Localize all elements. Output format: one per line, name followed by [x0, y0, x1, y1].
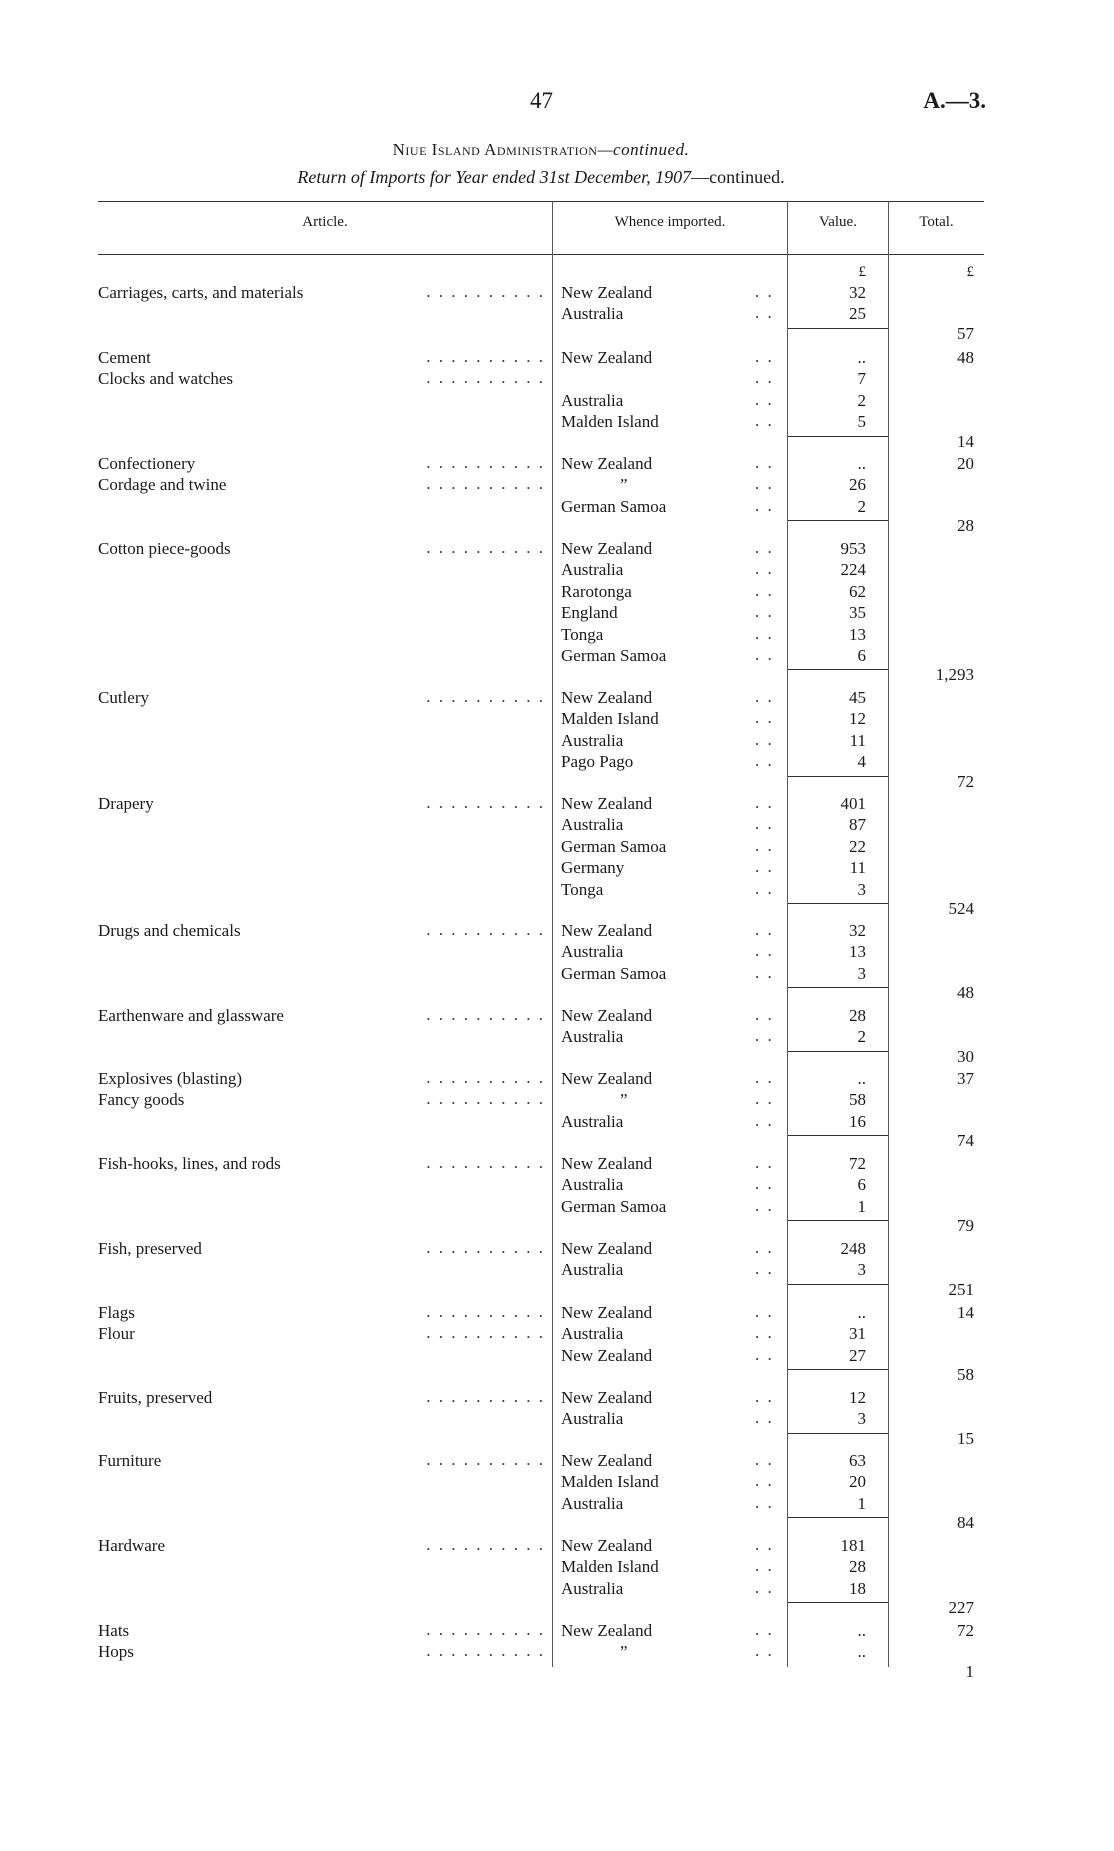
article-name: Hops	[98, 1642, 134, 1661]
leader-dots: . . . . . . . . . .	[426, 1323, 545, 1342]
subtotal-rule	[788, 1517, 888, 1518]
source-place: Malden Island	[561, 709, 659, 728]
value-amount: 13	[849, 625, 866, 644]
whence-leader-dots: . .	[755, 368, 774, 387]
source-place: German Samoa	[561, 646, 667, 665]
leader-dots: . . . . . . . . . .	[426, 1089, 545, 1108]
source-place: German Samoa	[561, 1197, 667, 1216]
source-place: Australia	[561, 731, 624, 750]
leader-dots: . . . . . . . . . .	[426, 1302, 545, 1321]
value-amount: 11	[849, 858, 866, 877]
whence-leader-dots: . .	[755, 687, 774, 706]
page-number: 47	[530, 88, 553, 113]
source-place: Germany	[561, 858, 625, 877]
value-amount: 224	[840, 560, 866, 579]
whence-leader-dots: . .	[755, 879, 774, 898]
value-currency-symbol: £	[858, 264, 866, 280]
source-place: New Zealand	[561, 1239, 653, 1258]
article-name: Cutlery	[98, 688, 149, 707]
value-amount: 28	[849, 1006, 866, 1025]
whence-leader-dots: . .	[755, 1153, 774, 1172]
group-total: 251	[948, 1280, 974, 1299]
article-name: Fish, preserved	[98, 1239, 202, 1258]
article-name: Hardware	[98, 1536, 166, 1555]
leader-dots: . . . . . . . . . .	[426, 687, 545, 706]
article-name: Furniture	[98, 1451, 162, 1470]
whence-leader-dots: . .	[755, 1068, 774, 1087]
whence-leader-dots: . .	[755, 963, 774, 982]
article-name: Fish-hooks, lines, and rods	[98, 1154, 281, 1173]
whence-leader-dots: . .	[755, 1174, 774, 1193]
leader-dots: . . . . . . . . . .	[426, 347, 545, 366]
group-total: 72	[957, 772, 974, 791]
value-amount: 181	[840, 1536, 866, 1555]
leader-dots: . . . . . . . . . .	[426, 368, 545, 387]
subtitle-suffix: —continued.	[691, 167, 785, 187]
document-reference: A.—3.	[923, 88, 986, 113]
source-place: Australia	[561, 560, 624, 579]
value-amount: 32	[849, 921, 866, 940]
value-amount: 72	[849, 1154, 866, 1173]
leader-dots: . . . . . . . . . .	[426, 1153, 545, 1172]
leader-dots: . . . . . . . . . .	[426, 920, 545, 939]
group-total: 14	[957, 1303, 974, 1322]
article-name: Drugs and chemicals	[98, 921, 241, 940]
page-heading	[0, 140, 1082, 160]
value-amount: 3	[857, 1409, 866, 1428]
value-amount: 2	[857, 497, 866, 516]
source-place: Australia	[561, 304, 624, 323]
whence-leader-dots: . .	[755, 1089, 774, 1108]
value-amount: ..	[857, 1621, 866, 1640]
article-name: Carriages, carts, and materials	[98, 283, 304, 302]
source-place: New Zealand	[561, 794, 653, 813]
group-total: 1,293	[935, 665, 974, 684]
value-amount: 31	[849, 1324, 866, 1343]
whence-leader-dots: . .	[755, 1026, 774, 1045]
subtotal-rule	[788, 1433, 888, 1434]
value-amount: 401	[840, 794, 866, 813]
value-amount: 16	[849, 1112, 866, 1131]
source-place: New Zealand	[561, 1346, 653, 1365]
group-total: 58	[957, 1365, 974, 1384]
whence-leader-dots: . .	[755, 730, 774, 749]
column-rule-whence	[552, 201, 553, 1667]
whence-leader-dots: . .	[755, 708, 774, 727]
column-header-whence: Whence imported.	[614, 214, 726, 230]
value-amount: 2	[857, 1027, 866, 1046]
group-total: 72	[957, 1621, 974, 1640]
value-amount: 1	[857, 1494, 866, 1513]
value-amount: ..	[857, 348, 866, 367]
value-amount: 3	[857, 880, 866, 899]
group-total: 57	[957, 324, 974, 343]
source-place: Tonga	[561, 880, 604, 899]
value-amount: 18	[849, 1579, 866, 1598]
whence-leader-dots: . .	[755, 474, 774, 493]
whence-leader-dots: . .	[755, 390, 774, 409]
heading-text: Niue Island Administration	[392, 140, 598, 159]
leader-dots: . . . . . . . . . .	[426, 1238, 545, 1257]
subtotal-rule	[788, 1135, 888, 1136]
value-amount: 62	[849, 582, 866, 601]
value-amount: 953	[840, 539, 866, 558]
whence-leader-dots: . .	[755, 1408, 774, 1427]
group-total: 48	[957, 348, 974, 367]
group-total: 20	[957, 454, 974, 473]
subtotal-rule	[788, 1051, 888, 1052]
column-header-article: Article.	[302, 214, 348, 230]
leader-dots: . . . . . . . . . .	[426, 1005, 545, 1024]
source-place: New Zealand	[561, 1621, 653, 1640]
group-total: 79	[957, 1216, 974, 1235]
column-header-value: Value.	[819, 214, 857, 230]
value-amount: ..	[857, 1303, 866, 1322]
value-amount: 32	[849, 283, 866, 302]
leader-dots: . . . . . . . . . .	[426, 538, 545, 557]
whence-leader-dots: . .	[755, 1196, 774, 1215]
subtotal-rule	[788, 776, 888, 777]
whence-leader-dots: . .	[755, 1302, 774, 1321]
value-amount: 12	[849, 709, 866, 728]
whence-leader-dots: . .	[755, 303, 774, 322]
whence-leader-dots: . .	[755, 347, 774, 366]
whence-leader-dots: . .	[755, 1238, 774, 1257]
whence-leader-dots: . .	[755, 1323, 774, 1342]
group-total: 14	[957, 432, 974, 451]
subtotal-rule	[788, 1220, 888, 1221]
whence-leader-dots: . .	[755, 793, 774, 812]
source-place: Australia	[561, 1175, 624, 1194]
value-amount: 22	[849, 837, 866, 856]
whence-leader-dots: . .	[755, 857, 774, 876]
leader-dots: . . . . . . . . . .	[426, 1641, 545, 1660]
leader-dots: . . . . . . . . . .	[426, 1387, 545, 1406]
article-name: Flags	[98, 1303, 135, 1322]
leader-dots: . . . . . . . . . .	[426, 282, 545, 301]
source-place: Australia	[561, 815, 624, 834]
source-place: Australia	[561, 391, 624, 410]
whence-leader-dots: . .	[755, 411, 774, 430]
value-amount: 87	[849, 815, 866, 834]
source-place: Pago Pago	[561, 752, 634, 771]
source-place: New Zealand	[561, 283, 653, 302]
subtotal-rule	[788, 903, 888, 904]
value-amount: 3	[857, 964, 866, 983]
value-amount: 45	[849, 688, 866, 707]
value-amount: 4	[857, 752, 866, 771]
subtotal-rule	[788, 520, 888, 521]
whence-leader-dots: . .	[755, 496, 774, 515]
source-place: Malden Island	[561, 1557, 659, 1576]
leader-dots: . . . . . . . . . .	[426, 1620, 545, 1639]
whence-leader-dots: . .	[755, 581, 774, 600]
source-place: New Zealand	[561, 1303, 653, 1322]
value-amount: ..	[857, 1642, 866, 1661]
whence-leader-dots: . .	[755, 1345, 774, 1364]
table-top-rule	[98, 201, 984, 202]
value-amount: 248	[840, 1239, 866, 1258]
whence-leader-dots: . .	[755, 1556, 774, 1575]
value-amount: 63	[849, 1451, 866, 1470]
source-place: New Zealand	[561, 1536, 653, 1555]
subtotal-rule	[788, 1602, 888, 1603]
whence-leader-dots: . .	[755, 602, 774, 621]
article-name: Fancy goods	[98, 1090, 185, 1109]
subtotal-rule	[788, 436, 888, 437]
source-place: ”	[620, 475, 628, 494]
article-name: Clocks and watches	[98, 369, 234, 388]
value-amount: 11	[849, 731, 866, 750]
group-total: 1	[965, 1662, 974, 1681]
source-place: Malden Island	[561, 1472, 659, 1491]
article-name: Fruits, preserved	[98, 1388, 213, 1407]
value-amount: 26	[849, 475, 866, 494]
source-place: German Samoa	[561, 837, 667, 856]
source-place: New Zealand	[561, 1069, 653, 1088]
whence-leader-dots: . .	[755, 1471, 774, 1490]
value-amount: 28	[849, 1557, 866, 1576]
article-name: Cordage and twine	[98, 475, 227, 494]
group-total: 84	[957, 1513, 974, 1532]
source-place: New Zealand	[561, 454, 653, 473]
source-place: New Zealand	[561, 539, 653, 558]
value-amount: 3	[857, 1260, 866, 1279]
column-rule-total	[888, 201, 889, 1667]
source-place: New Zealand	[561, 1451, 653, 1470]
group-total: 30	[957, 1047, 974, 1066]
source-place: German Samoa	[561, 964, 667, 983]
source-place: ”	[620, 1642, 628, 1661]
leader-dots: . . . . . . . . . .	[426, 793, 545, 812]
subtotal-rule	[788, 669, 888, 670]
group-total: 37	[957, 1069, 974, 1088]
heading-suffix: —continued.	[597, 140, 690, 159]
source-place: ”	[620, 1090, 628, 1109]
value-amount: 5	[857, 412, 866, 431]
source-place: Tonga	[561, 625, 604, 644]
whence-leader-dots: . .	[755, 624, 774, 643]
article-name: Explosives (blasting)	[98, 1069, 243, 1088]
source-place: Australia	[561, 1409, 624, 1428]
source-place: Australia	[561, 1112, 624, 1131]
leader-dots: . . . . . . . . . .	[426, 1535, 545, 1554]
source-place: New Zealand	[561, 1154, 653, 1173]
source-place: Australia	[561, 1260, 624, 1279]
source-place: Rarotonga	[561, 582, 632, 601]
value-amount: 27	[849, 1346, 866, 1365]
leader-dots: . . . . . . . . . .	[426, 453, 545, 472]
leader-dots: . . . . . . . . . .	[426, 474, 545, 493]
value-amount: 25	[849, 304, 866, 323]
whence-leader-dots: . .	[755, 1535, 774, 1554]
whence-leader-dots: . .	[755, 1493, 774, 1512]
article-name: Cotton piece-goods	[98, 539, 231, 558]
leader-dots: . . . . . . . . . .	[426, 1068, 545, 1087]
value-amount: 20	[849, 1472, 866, 1491]
value-amount: 6	[857, 646, 866, 665]
source-place: Australia	[561, 1579, 624, 1598]
value-amount: 35	[849, 603, 866, 622]
whence-leader-dots: . .	[755, 751, 774, 770]
whence-leader-dots: . .	[755, 941, 774, 960]
article-name: Earthenware and glassware	[98, 1006, 284, 1025]
group-total: 48	[957, 983, 974, 1002]
subtotal-rule	[788, 1284, 888, 1285]
group-total: 74	[957, 1131, 974, 1150]
subtitle-text: Return of Imports for Year ended 31st December, 1907	[297, 167, 692, 187]
header-bottom-rule	[98, 254, 984, 255]
whence-leader-dots: . .	[755, 538, 774, 557]
source-place: New Zealand	[561, 1006, 653, 1025]
source-place: Australia	[561, 1027, 624, 1046]
group-total: 28	[957, 516, 974, 535]
value-amount: 13	[849, 942, 866, 961]
group-total: 524	[948, 899, 974, 918]
value-amount: ..	[857, 454, 866, 473]
whence-leader-dots: . .	[755, 1259, 774, 1278]
whence-leader-dots: . .	[755, 1620, 774, 1639]
subtotal-rule	[788, 1369, 888, 1370]
value-amount: 2	[857, 391, 866, 410]
value-amount: ..	[857, 1069, 866, 1088]
article-name: Confectionery	[98, 454, 196, 473]
group-total: 227	[948, 1598, 974, 1617]
source-place: Australia	[561, 1494, 624, 1513]
article-name: Cement	[98, 348, 151, 367]
whence-leader-dots: . .	[755, 920, 774, 939]
whence-leader-dots: . .	[755, 453, 774, 472]
value-amount: 6	[857, 1175, 866, 1194]
column-rule-value	[787, 201, 788, 1667]
article-name: Hats	[98, 1621, 130, 1640]
value-amount: 12	[849, 1388, 866, 1407]
whence-leader-dots: . .	[755, 1111, 774, 1130]
source-place: Malden Island	[561, 412, 659, 431]
article-name: Drapery	[98, 794, 154, 813]
source-place: New Zealand	[561, 1388, 653, 1407]
subtotal-rule	[788, 328, 888, 329]
total-currency-symbol: £	[966, 264, 974, 280]
whence-leader-dots: . .	[755, 1450, 774, 1469]
source-place: Australia	[561, 942, 624, 961]
source-place: Australia	[561, 1324, 624, 1343]
value-amount: 58	[849, 1090, 866, 1109]
page-subtitle	[0, 167, 1082, 188]
source-place: England	[561, 603, 618, 622]
source-place: New Zealand	[561, 921, 653, 940]
whence-leader-dots: . .	[755, 1005, 774, 1024]
whence-leader-dots: . .	[755, 645, 774, 664]
source-place: New Zealand	[561, 348, 653, 367]
whence-leader-dots: . .	[755, 814, 774, 833]
group-total: 15	[957, 1429, 974, 1448]
whence-leader-dots: . .	[755, 1578, 774, 1597]
source-place: German Samoa	[561, 497, 667, 516]
whence-leader-dots: . .	[755, 1387, 774, 1406]
source-place: New Zealand	[561, 688, 653, 707]
whence-leader-dots: . .	[755, 282, 774, 301]
subtotal-rule	[788, 987, 888, 988]
leader-dots: . . . . . . . . . .	[426, 1450, 545, 1469]
whence-leader-dots: . .	[755, 1641, 774, 1660]
article-name: Flour	[98, 1324, 135, 1343]
column-header-total: Total.	[919, 214, 954, 230]
whence-leader-dots: . .	[755, 559, 774, 578]
value-amount: 1	[857, 1197, 866, 1216]
value-amount: 7	[857, 369, 866, 388]
whence-leader-dots: . .	[755, 836, 774, 855]
